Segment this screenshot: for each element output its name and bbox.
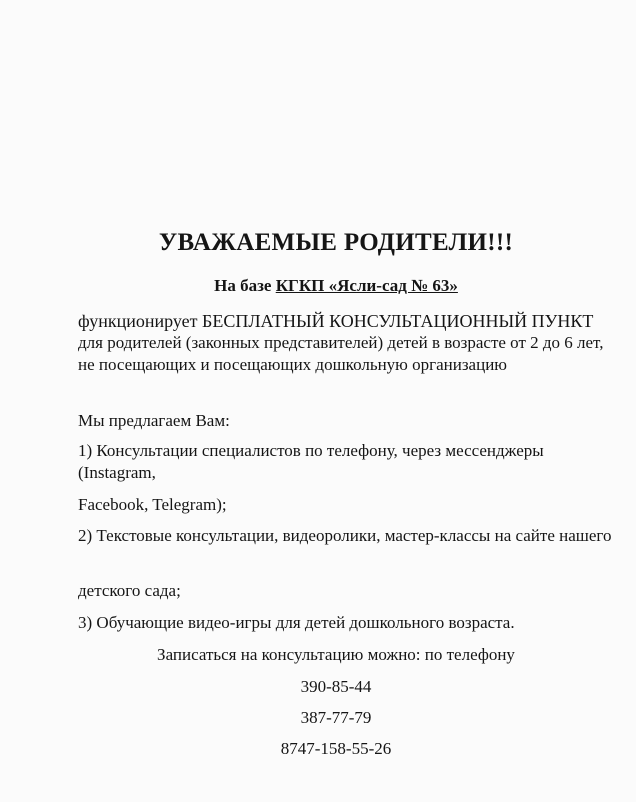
- intro-line-1: функционирует БЕСПЛАТНЫЙ КОНСУЛЬТАЦИОННЫЙ ПУНКТ: [78, 311, 594, 331]
- offer-item-3: 3) Обучающие видео-игры для детей дошкольного возраста.: [78, 613, 515, 632]
- notice-subtitle: [0, 276, 636, 296]
- phone-number: 387-77-79: [300, 708, 372, 727]
- organization-name: КГКП «Ясли-сад № 63»: [275, 276, 458, 295]
- intro-rest: для родителей (законных представителей) детей в возрасте от 2 до 6 лет, не посещающих и посещающих дошкольную организацию: [78, 333, 604, 374]
- phone-number: 8747-158-55-26: [280, 739, 392, 758]
- offer-item-1: 1) Консультации специалистов по телефону, через мессенджеры (Instagram,: [78, 441, 544, 482]
- offer-item-2-continued: детского сада;: [78, 581, 181, 600]
- offer-item-1-continued: Facebook, Telegram);: [78, 495, 227, 514]
- offer-item-2: 2) Текстовые консультации, видеоролики, мастер-классы на сайте нашего: [78, 526, 612, 545]
- phone-number: 390-85-44: [300, 677, 372, 696]
- signup-text: Записаться на консультацию можно: по телефону: [157, 645, 515, 664]
- offer-heading: Мы предлагаем Вам:: [78, 411, 230, 430]
- intro-paragraph: [78, 310, 618, 376]
- notice-title: УВАЖАЕМЫЕ РОДИТЕЛИ!!!: [158, 229, 514, 256]
- subtitle-prefix: На базе: [214, 276, 276, 295]
